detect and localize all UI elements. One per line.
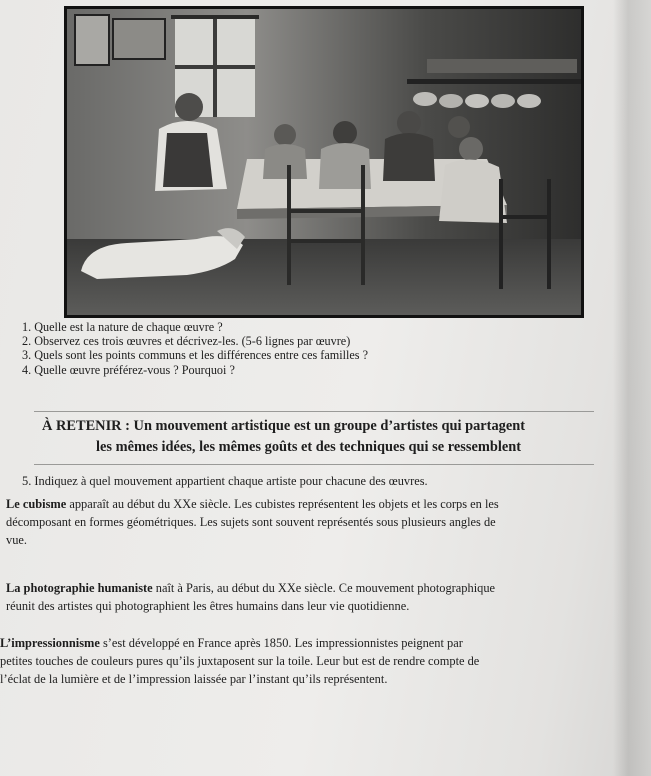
cubisme-line-1	[6, 495, 499, 513]
impressionnisme-line-1	[0, 634, 479, 652]
photographie-term: La photographie humaniste	[6, 581, 153, 595]
cubisme-text-1: apparaît au début du XXe siècle. Les cubistes représentent les objets et les corps en les	[66, 497, 499, 511]
retenir-line-2: les mêmes idées, les mêmes goûts et des techniques qui se ressemblent	[96, 439, 522, 455]
impressionnisme-text-1: s’est développé en France après 1850. Les impressionnistes peignent par	[99, 636, 463, 650]
photographie-line-1	[6, 579, 495, 597]
impressionnisme-line-2: petites touches de couleurs pures qu’ils juxtaposent sur la toile. Leur but est de rendre compte de	[0, 654, 480, 668]
questions-list	[22, 320, 622, 377]
question-5: 5. Indiquez à quel mouvement appartient chaque artiste pour chacune des œuvres.	[22, 474, 428, 488]
family-photograph-image	[67, 9, 581, 315]
page-curl-shadow	[613, 0, 651, 776]
cubisme-line-2: décomposant en formes géométriques. Les sujets sont souvent représentés sous plusieurs angles de	[6, 515, 496, 529]
question-4: 4. Quelle œuvre préférez-vous ? Pourquoi ?	[22, 362, 235, 377]
retenir-line-1: À RETENIR : Un mouvement artistique est un groupe d’artistes qui partagent	[42, 418, 526, 434]
family-photograph	[64, 6, 584, 318]
photographie-line-2: réunit des artistes qui photographient les êtres humains dans leur vie quotidienne.	[6, 599, 410, 613]
retenir-box	[34, 411, 594, 465]
impressionnisme-term: L’impressionnisme	[0, 636, 100, 650]
impressionnisme-line-3: l’éclat de la lumière et de l’impression laissée par l’instant qu’ils représentent.	[0, 672, 388, 686]
paragraph-impressionnisme	[0, 634, 479, 688]
question-1: 1. Quelle est la nature de chaque œuvre ?	[22, 320, 223, 334]
photographie-text-1: naît à Paris, au début du XXe siècle. Ce mouvement photographique	[152, 581, 496, 595]
cubisme-line-3: vue.	[6, 533, 27, 547]
paragraph-photographie	[6, 579, 495, 615]
question-2: 2. Observez ces trois œuvres et décrivez-les. (5-6 lignes par œuvre)	[22, 334, 351, 349]
paragraph-cubisme	[6, 495, 499, 549]
question-3: 3. Quels sont les points communs et les différences entre ces familles ?	[22, 348, 369, 363]
cubisme-term: Le cubisme	[6, 497, 67, 511]
